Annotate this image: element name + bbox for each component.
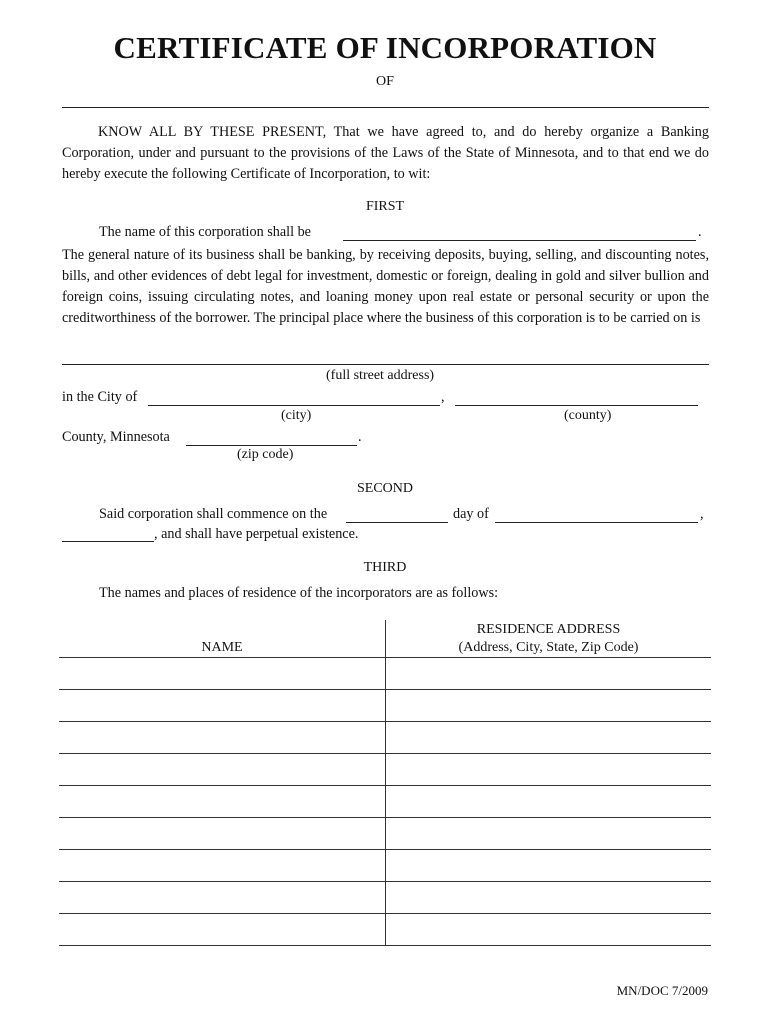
- name-end: .: [698, 224, 702, 240]
- table-row[interactable]: [59, 721, 711, 722]
- business-paragraph: The general nature of its business shall be banking, by receiving deposits, buying, selling, and discounting notes, bills, and other evidences of debt legal for investment, domestic or foreign, dealing in gold and silver bullion and foreign coins, issuing circulating notes, and loaning money upon real estate or personal security or upon the creditworthiness of the borrower. The principal place where the business of this corporation is to be carried on is: [62, 247, 709, 326]
- city-comma: ,: [441, 389, 445, 405]
- zip-field-line[interactable]: [186, 445, 357, 446]
- column-header-name: NAME: [201, 640, 243, 655]
- heading-second: SECOND: [356, 481, 413, 496]
- zip-caption: (zip code): [237, 447, 294, 462]
- table-row[interactable]: [59, 753, 711, 754]
- county-field-line[interactable]: [455, 405, 698, 406]
- column-header-residence: RESIDENCE ADDRESS: [476, 622, 621, 637]
- table-row[interactable]: [59, 881, 711, 882]
- commence-day-line[interactable]: [346, 522, 448, 523]
- heading-first: FIRST: [365, 199, 405, 214]
- table-row[interactable]: [59, 945, 711, 946]
- table-row[interactable]: [59, 849, 711, 850]
- intro-paragraph: KNOW ALL BY THESE PRESENT, That we have agreed to, and do hereby organize a Banking Corporation, under and pursuant to the provisions of the Laws of the State of Minnesota, and to that end we do hereby execute the following Certificate of Incorporation, to wit:: [62, 124, 709, 182]
- commence-label: Said corporation shall commence on the: [99, 506, 328, 522]
- title-of: OF: [376, 74, 394, 89]
- county-label: County, Minnesota: [62, 429, 170, 445]
- corporation-name-line[interactable]: [62, 107, 709, 108]
- table-row[interactable]: [59, 785, 711, 786]
- table-divider: [385, 620, 386, 945]
- heading-third: THIRD: [363, 560, 407, 575]
- table-row[interactable]: [59, 689, 711, 690]
- column-header-residence-sub: (Address, City, State, Zip Code): [458, 640, 639, 655]
- city-caption: (city): [281, 408, 312, 423]
- county-end: .: [358, 429, 362, 445]
- day-of-label: day of: [453, 506, 489, 522]
- second-comma: ,: [700, 506, 704, 522]
- table-row[interactable]: [59, 817, 711, 818]
- document-title: CERTIFICATE OF INCORPORATION: [113, 30, 657, 65]
- form-code: MN/DOC 7/2009: [616, 983, 708, 998]
- name-field-line[interactable]: [343, 240, 696, 241]
- street-caption: (full street address): [326, 368, 435, 383]
- perpetual-text: , and shall have perpetual existence.: [154, 526, 359, 542]
- commence-month-line[interactable]: [495, 522, 698, 523]
- commence-year-line[interactable]: [62, 541, 154, 542]
- city-label: in the City of: [62, 389, 138, 405]
- table-row[interactable]: [59, 913, 711, 914]
- county-caption: (county): [564, 408, 612, 423]
- incorporators-intro: The names and places of residence of the incorporators are as follows:: [99, 585, 499, 601]
- street-address-line[interactable]: [62, 364, 709, 365]
- city-field-line[interactable]: [148, 405, 440, 406]
- table-header-line: [59, 657, 711, 658]
- name-label: The name of this corporation shall be: [99, 224, 311, 240]
